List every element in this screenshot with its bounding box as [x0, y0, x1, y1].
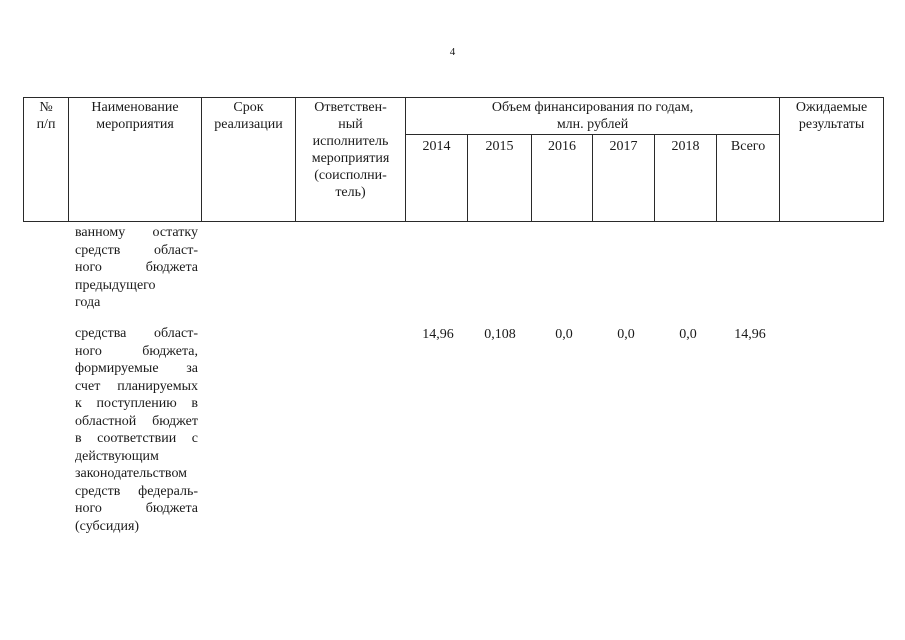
value-total: 14,96: [734, 327, 766, 342]
row-name-line: формируемые за: [75, 361, 198, 376]
row-name-line: ного бюджета: [75, 501, 198, 516]
header-col-no: № п/п: [24, 98, 69, 222]
header-col-results: Ожидаемые результаты: [780, 98, 884, 222]
row-name-line: счет планируемых: [75, 378, 198, 394]
value-2014: 14,96: [422, 327, 454, 342]
header-year-2015: 2015: [468, 135, 532, 222]
header-year-2017: 2017: [593, 135, 655, 222]
header-col-term: Срок реализации: [202, 98, 296, 222]
row-name-line: ного бюджета,: [75, 343, 198, 359]
header-col-responsible: Ответствен- ный исполнитель мероприятия (соисполни- тель): [296, 98, 406, 222]
value-2016: 0,0: [555, 327, 573, 342]
row-name-line: законодательством: [75, 466, 188, 481]
row-name: [75, 224, 198, 312]
header-year-2018: 2018: [655, 135, 717, 222]
row-name-line: ного бюджета: [75, 260, 198, 275]
row-name-line: года: [75, 295, 101, 310]
row-name-line: средств федераль-: [75, 483, 198, 499]
row-name-line: в соответствии с: [75, 431, 198, 446]
row-name-line: к поступлению в: [75, 396, 198, 411]
row-name-line: средства област-: [75, 326, 198, 341]
header-year-2016: 2016: [532, 135, 593, 222]
value-2017: 0,0: [617, 327, 635, 342]
header-col-name: Наименование мероприятия: [69, 98, 202, 222]
header-year-total: Всего: [717, 135, 780, 222]
row-name-line: действующим: [75, 448, 159, 464]
row-name-line: предыдущего: [75, 277, 156, 293]
row-name-line: средств област-: [75, 242, 198, 258]
value-2018: 0,0: [679, 327, 697, 342]
header-year-2014: 2014: [406, 135, 468, 222]
row-name-line: областной бюджет: [75, 413, 198, 429]
row-name-line: ванному остатку: [75, 225, 198, 240]
header-col-funding: Объем финансирования по годам, млн. рублей: [406, 98, 780, 135]
page-number: 4: [449, 46, 456, 58]
value-2015: 0,108: [484, 327, 516, 342]
row-name-line: (субсидия): [75, 518, 140, 534]
row-name: [75, 325, 198, 535]
